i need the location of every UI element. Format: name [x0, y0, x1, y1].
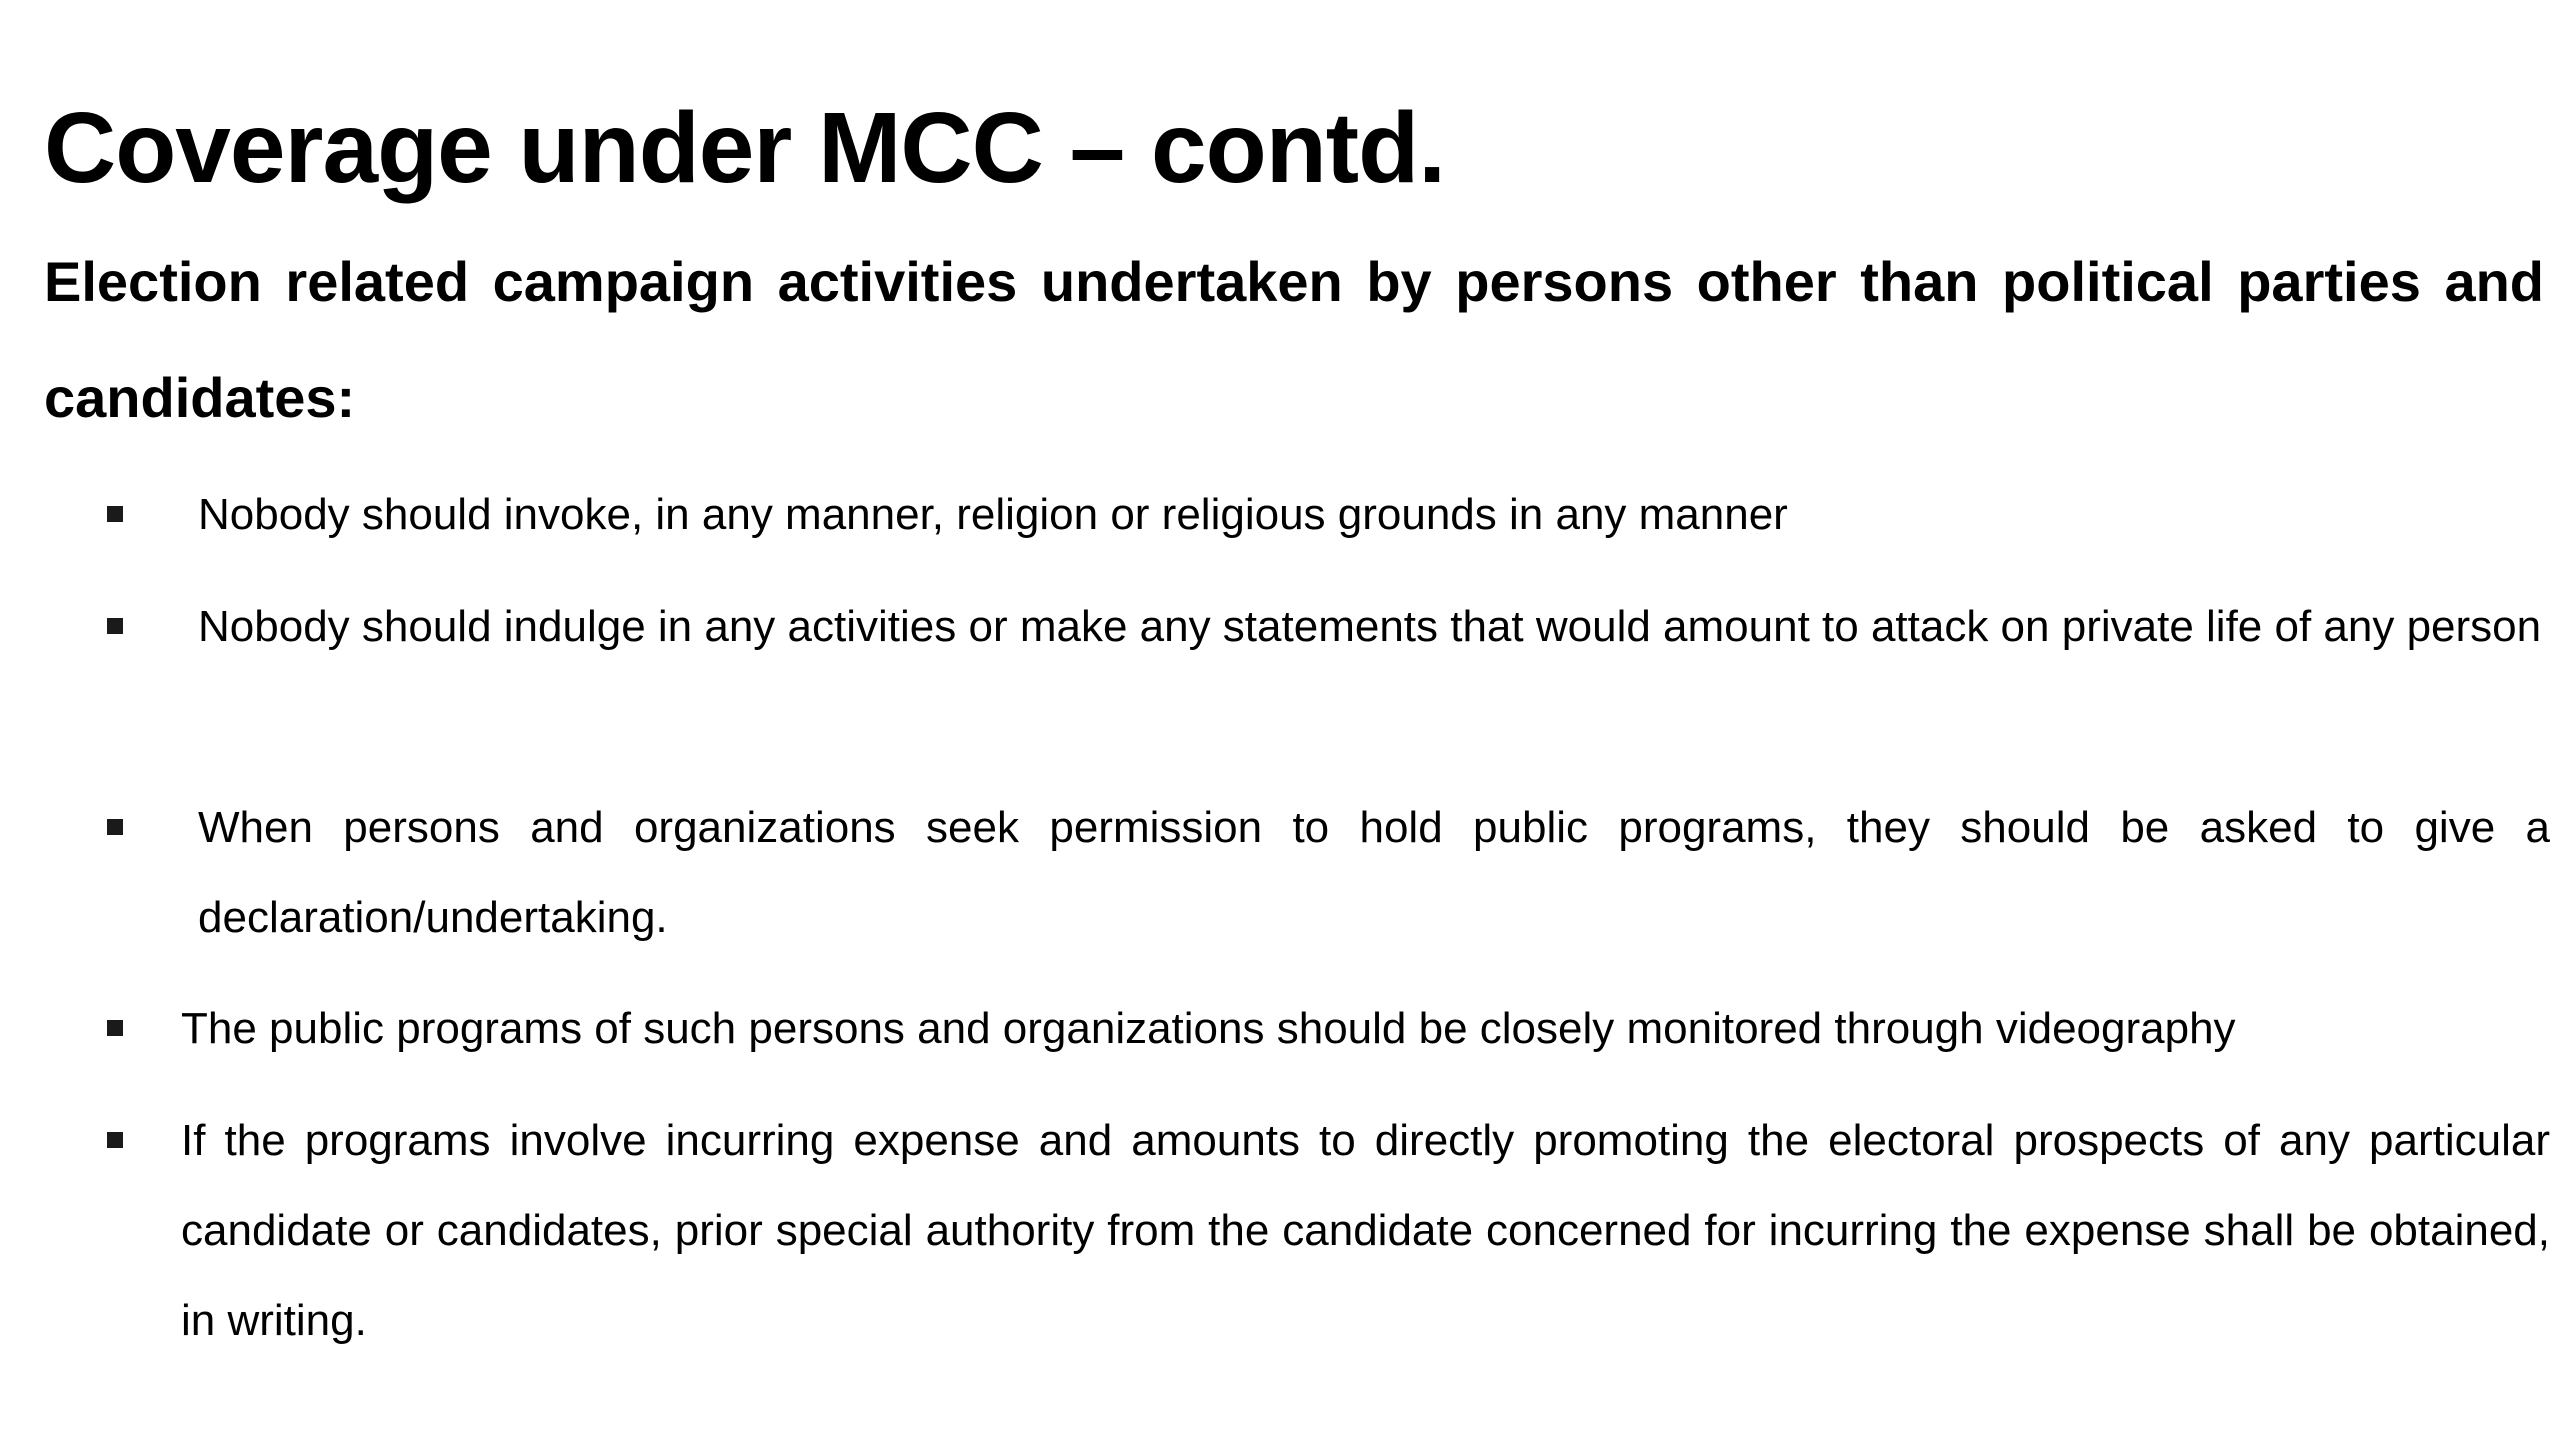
- square-bullet-icon: [107, 819, 123, 835]
- bullet-text: Nobody should invoke, in any manner, religion or religious grounds in any manner: [198, 490, 1788, 539]
- bullet-text: When persons and organizations seek permission to hold public programs, they should be asked to give a declaration/undertaking.: [198, 803, 2550, 942]
- bullet-text: Nobody should indulge in any activities or make any statements that would amount to attack on private life of any person: [198, 602, 2542, 651]
- bullet-text: If the programs involve incurring expense and amounts to directly promoting the electoral prospects of any particular candidate or candidates, prior special authority from the candidate concerned for incurring the expense shall be obtained, in writing.: [181, 1116, 2550, 1345]
- bullet-text: The public programs of such persons and organizations should be closely monitored through videography: [181, 1004, 2236, 1053]
- square-bullet-icon: [107, 618, 123, 634]
- square-bullet-icon: [107, 1132, 123, 1148]
- square-bullet-icon: [107, 506, 123, 522]
- square-bullet-icon: [107, 1020, 123, 1036]
- slide-subtitle: Election related campaign activities undertaken by persons other than political parties and candidates:: [44, 250, 2544, 429]
- slide-title: Coverage under MCC – contd.: [44, 92, 1445, 204]
